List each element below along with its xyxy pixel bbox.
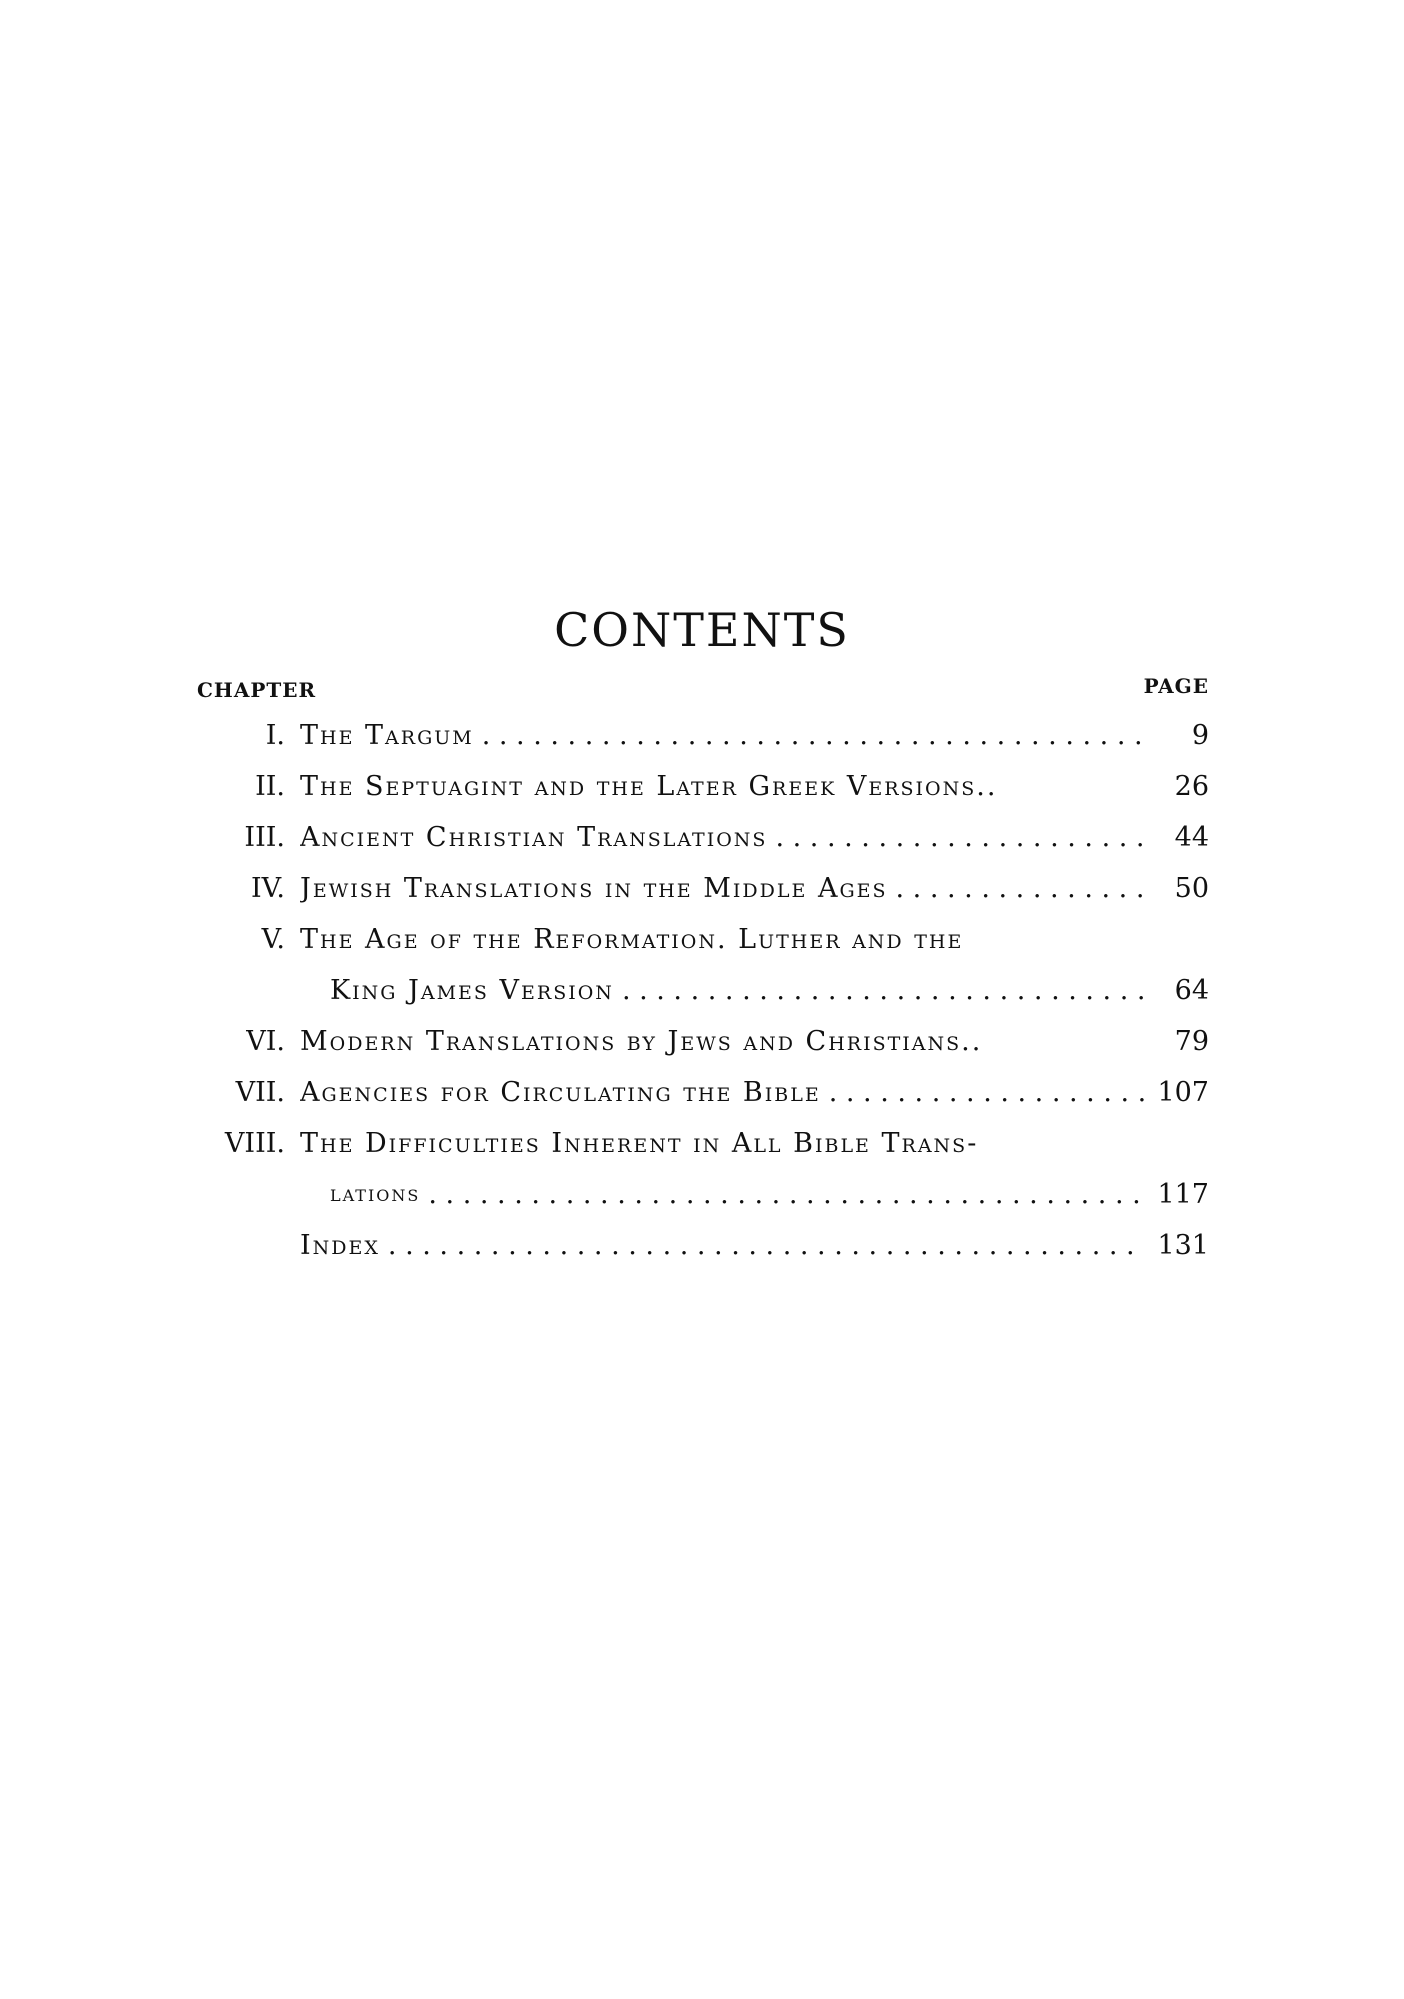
chapter-title: Modern Translations by Jews and Christians.. bbox=[300, 1026, 983, 1057]
page-number: 44 bbox=[1174, 822, 1209, 853]
page-number: 50 bbox=[1174, 873, 1209, 904]
page-number: 79 bbox=[1174, 1026, 1209, 1057]
chapter-number: IV. bbox=[250, 873, 285, 904]
chapter-number: I. bbox=[265, 720, 285, 751]
dot-leader bbox=[474, 710, 1144, 761]
toc-entry-continuation bbox=[197, 965, 1209, 1016]
chapter-title: The Difficulties Inherent in All Bible Trans- bbox=[300, 1128, 979, 1159]
chapter-title: King James Version bbox=[330, 975, 614, 1006]
dot-leader bbox=[888, 863, 1144, 914]
chapter-number: VIII. bbox=[224, 1128, 285, 1159]
chapter-number: VI. bbox=[246, 1026, 285, 1057]
chapter-title: Index bbox=[300, 1230, 380, 1261]
toc-entry-index bbox=[197, 1220, 1209, 1271]
page-number: 26 bbox=[1174, 771, 1209, 802]
chapter-number: V. bbox=[261, 924, 285, 955]
toc-entry bbox=[197, 1067, 1209, 1118]
toc-entry bbox=[197, 1016, 1209, 1067]
toc-entry-continuation bbox=[197, 1169, 1209, 1220]
dot-leader bbox=[420, 1169, 1144, 1220]
toc-entry bbox=[197, 812, 1209, 863]
chapter-number: II. bbox=[255, 771, 285, 802]
dot-leader bbox=[614, 965, 1144, 1016]
table-of-contents bbox=[197, 670, 1209, 1271]
chapter-title: The Age of the Reformation. Luther and the bbox=[300, 924, 964, 955]
toc-entry bbox=[197, 761, 1209, 812]
toc-entry bbox=[197, 710, 1209, 761]
toc-entry bbox=[197, 1118, 1209, 1169]
chapter-title: Jewish Translations in the Middle Ages bbox=[300, 873, 888, 904]
chapter-title: The Targum bbox=[300, 720, 474, 751]
dot-leader bbox=[380, 1220, 1144, 1271]
chapter-title: Ancient Christian Translations bbox=[300, 822, 768, 853]
chapter-title: The Septuagint and the Later Greek Versions.. bbox=[300, 771, 998, 802]
dot-leader bbox=[767, 812, 1144, 863]
page-number: 131 bbox=[1157, 1230, 1209, 1261]
chapter-number: III. bbox=[244, 822, 285, 853]
page-column-label: PAGE bbox=[1143, 674, 1209, 698]
chapter-column-label: CHAPTER bbox=[197, 678, 317, 702]
toc-entry bbox=[197, 863, 1209, 914]
page-number: 117 bbox=[1157, 1179, 1209, 1210]
page-number: 9 bbox=[1191, 720, 1209, 751]
chapter-title: lations bbox=[330, 1181, 421, 1207]
chapter-number: VII. bbox=[235, 1077, 285, 1108]
page-title: CONTENTS bbox=[554, 603, 850, 657]
chapter-title: Agencies for Circulating the Bible bbox=[300, 1077, 821, 1108]
dot-leader bbox=[821, 1067, 1144, 1118]
toc-header bbox=[197, 670, 1209, 710]
toc-entry bbox=[197, 914, 1209, 965]
page-number: 64 bbox=[1174, 975, 1209, 1006]
page-number: 107 bbox=[1157, 1077, 1209, 1108]
